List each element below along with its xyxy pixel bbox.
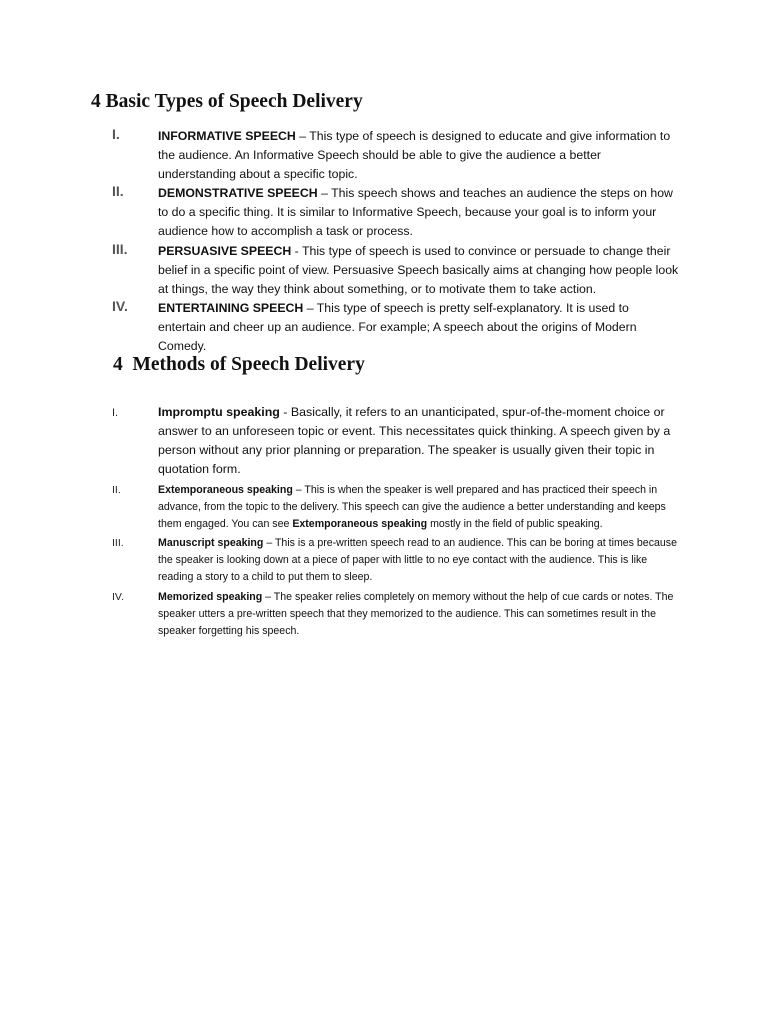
term-label: INFORMATIVE SPEECH <box>158 129 296 143</box>
term-label-inline: Extemporaneous speaking <box>292 518 428 531</box>
methods-list <box>0 403 768 642</box>
term-label: ENTERTAINING SPEECH <box>158 300 304 315</box>
list-numeral: II. <box>112 484 121 496</box>
term-label: Manuscript speaking <box>158 537 264 550</box>
term-label: Extemporaneous speaking <box>158 484 293 496</box>
term-label: PERSUASIVE SPEECH <box>158 243 292 258</box>
term-label: DEMONSTRATIVE SPEECH <box>158 186 318 201</box>
item-description: - Basically, it refers to an unanticipated, spur-of-the-moment choice or answer to an unforeseen topic or event. This necessitates quick thinking. A speech given by a person without any prior planning or preparation. The speaker is usually given their topic in quotation form. <box>158 405 671 476</box>
item-description: – This speech shows and teaches an audience the steps on how to do a specific thing. It is similar to Informative Speech, because your goal is to inform your audience how to accomplish a task or process. <box>158 186 673 239</box>
list-item-persuasive <box>0 242 768 299</box>
list-numeral: I. <box>112 407 119 419</box>
item-description-continued: mostly in the field of public speaking. <box>427 518 603 531</box>
list-item-memorized <box>0 589 768 640</box>
types-heading: 4 Basic Types of Speech Delivery <box>91 91 363 112</box>
list-item-informative <box>0 127 768 184</box>
term-label: Impromptu speaking <box>158 405 280 419</box>
item-description: – This type of speech is designed to educate and give information to the audience. An Informative Speech should be able to give the audience a better understanding about a specific topic. <box>158 129 671 182</box>
list-item-entertaining <box>0 299 768 356</box>
item-description: - This type of speech is used to convince or persuade to change their belief in a specific point of view. Persuasive Speech basically aims at changing how people look at things, the way they think about something, or to motivate them to take action. <box>158 243 679 296</box>
list-item-manuscript <box>0 535 768 586</box>
list-item-demonstrative <box>0 184 768 241</box>
list-numeral: IV. <box>112 297 128 314</box>
item-description: – This is a pre-written speech read to an audience. This can be boring at times because the speaker is looking down at a piece of paper with little to no eye contact with the audience. This is like reading a story to a child to put them to sleep. <box>158 537 677 584</box>
item-description: – This type of speech is pretty self-explanatory. It is used to entertain and cheer up an audience. For example; A speech about the origins of Modern Comedy. <box>158 300 637 354</box>
list-item-impromptu <box>0 403 768 479</box>
item-description: – The speaker relies completely on memory without the help of cue cards or notes. The speaker utters a pre-written speech that they memorized to the audience. This can sometimes result in the speaker forgetting his speech. <box>158 590 674 637</box>
types-list <box>0 127 768 356</box>
list-numeral: III. <box>112 537 124 550</box>
list-item-extemporaneous <box>0 482 768 533</box>
item-description: – This is when the speaker is well prepared and has practiced their speech in advance, from the topic to the delivery. This speech can give the audience a better understanding and keeps them engaged. You can see <box>158 484 666 531</box>
list-numeral: IV. <box>112 590 124 603</box>
term-label: Memorized speaking <box>158 590 263 603</box>
methods-heading: 4 Methods of Speech Delivery <box>113 354 365 375</box>
list-numeral: I. <box>112 126 120 142</box>
list-numeral: III. <box>112 240 128 257</box>
list-numeral: II. <box>112 183 124 200</box>
